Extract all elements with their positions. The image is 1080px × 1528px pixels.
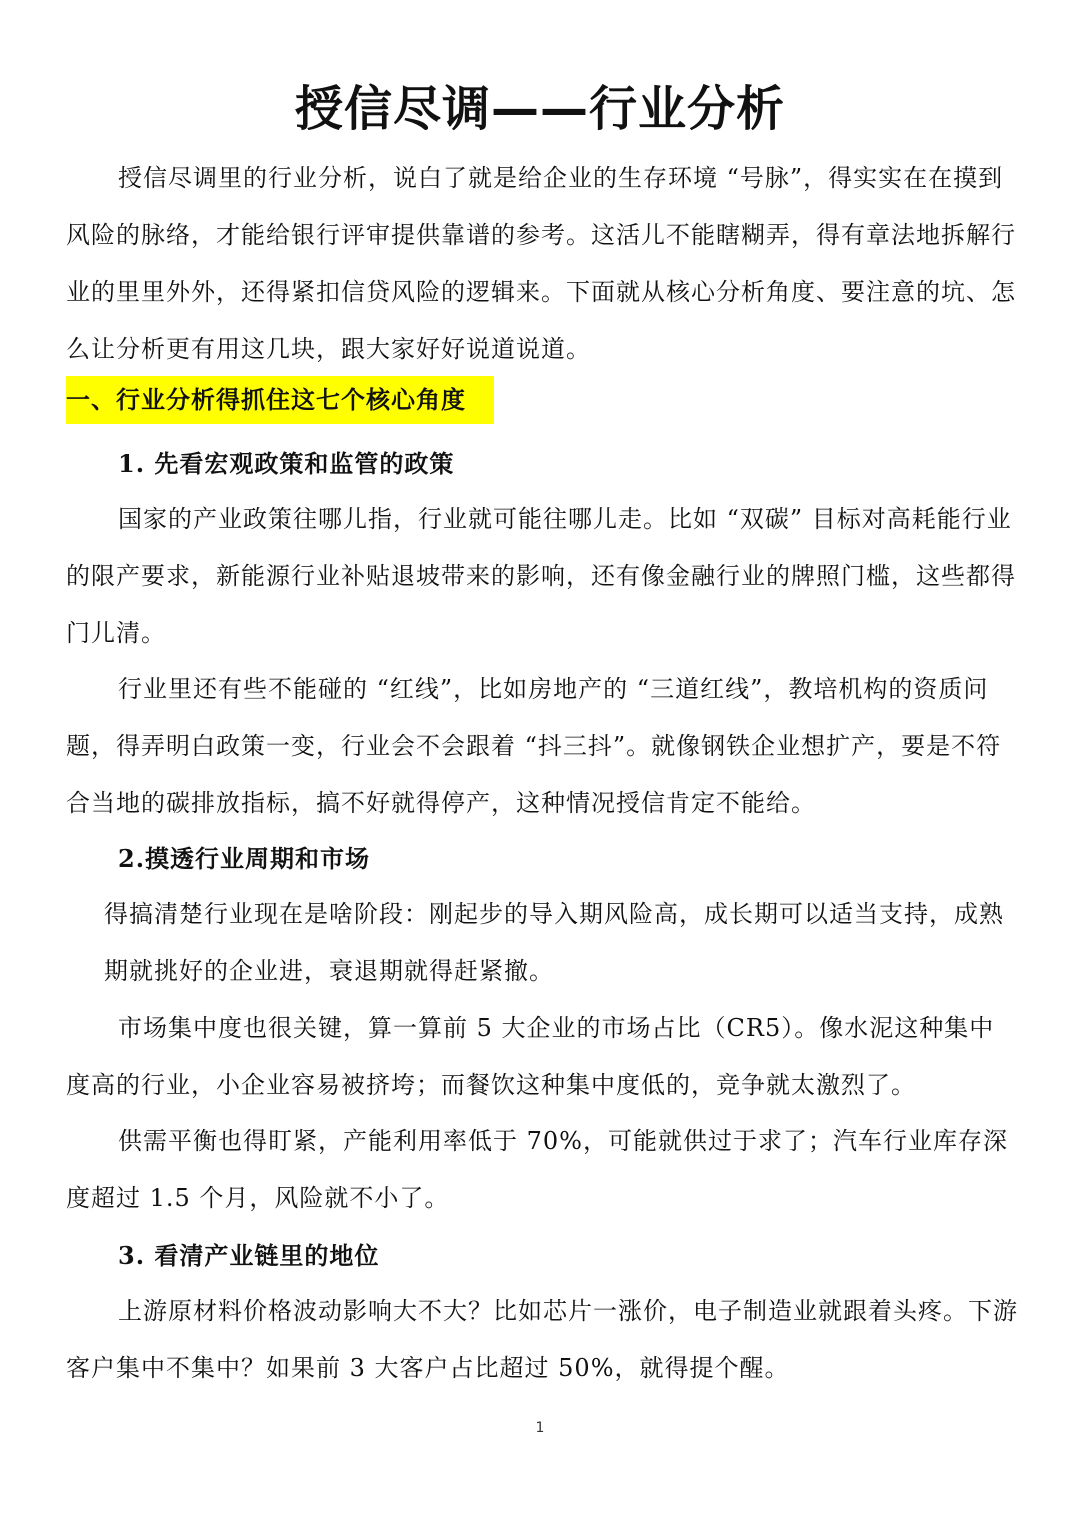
cycle-paragraph-1: 得搞清楚行业现在是啥阶段：刚起步的导入期风险高，成长期可以适当支持，成熟期就挑好的企业进，衰退期就得赶紧撤。 (104, 900, 1004, 985)
intro-paragraph: 授信尽调里的行业分析，说白了就是给企业的生存环境 “号脉”，得实实在在摸到风险的脉络，才能给银行评审提供靠谱的参考。这活儿不能瞎糊弄，得有章法地拆解行业的里里外外，还得紧扣信贷风险的逻辑来。下面就从核心分析角度、要注意的坑、怎么让分析更有用这几块，跟大家好好说道说道。 (66, 164, 1016, 363)
page-title: 授信尽调——行业分析 (294, 81, 785, 137)
cycle-paragraph-3: 供需平衡也得盯紧，产能利用率低于 70%，可能就供过于求了；汽车行业库存深度超过 1.5 个月，风险就不小了。 (66, 1127, 1008, 1212)
page-number: 1 (535, 1420, 545, 1436)
policy-paragraph-2: 行业里还有些不能碰的 “红线”，比如房地产的 “三道红线”，教培机构的资质问题，得弄明白政策一变，行业会不会跟着 “抖三抖”。就像钢铁企业想扩产，要是不符合当地的碳排放指标，搞不好就得停产，这种情况授信肯定不能给。 (66, 675, 1002, 817)
section-heading-core-angles: 一、行业分析得抓住这七个核心角度 (66, 376, 494, 424)
subsection-heading-cycle-market: 2.摸透行业周期和市场 (118, 844, 371, 873)
policy-paragraph-1: 国家的产业政策往哪儿指，行业就可能往哪儿走。比如 “双碳” 目标对高耗能行业的限产要求，新能源行业补贴退坡带来的影响，还有像金融行业的牌照门槛，这些都得门儿清。 (66, 505, 1016, 647)
subsection-heading-supply-chain: 3. 看清产业链里的地位 (118, 1241, 380, 1270)
subsection-heading-policy: 1. 先看宏观政策和监管的政策 (118, 449, 455, 478)
supply-chain-paragraph-1: 上游原材料价格波动影响大不大？比如芯片一涨价，电子制造业就跟着头疼。下游客户集中不集中？如果前 3 大客户占比超过 50%，就得提个醒。 (66, 1297, 1018, 1382)
cycle-paragraph-2: 市场集中度也很关键，算一算前 5 大企业的市场占比（CR5）。像水泥这种集中度高的行业，小企业容易被挤垮；而餐饮这种集中度低的，竞争就太激烈了。 (66, 1014, 995, 1099)
